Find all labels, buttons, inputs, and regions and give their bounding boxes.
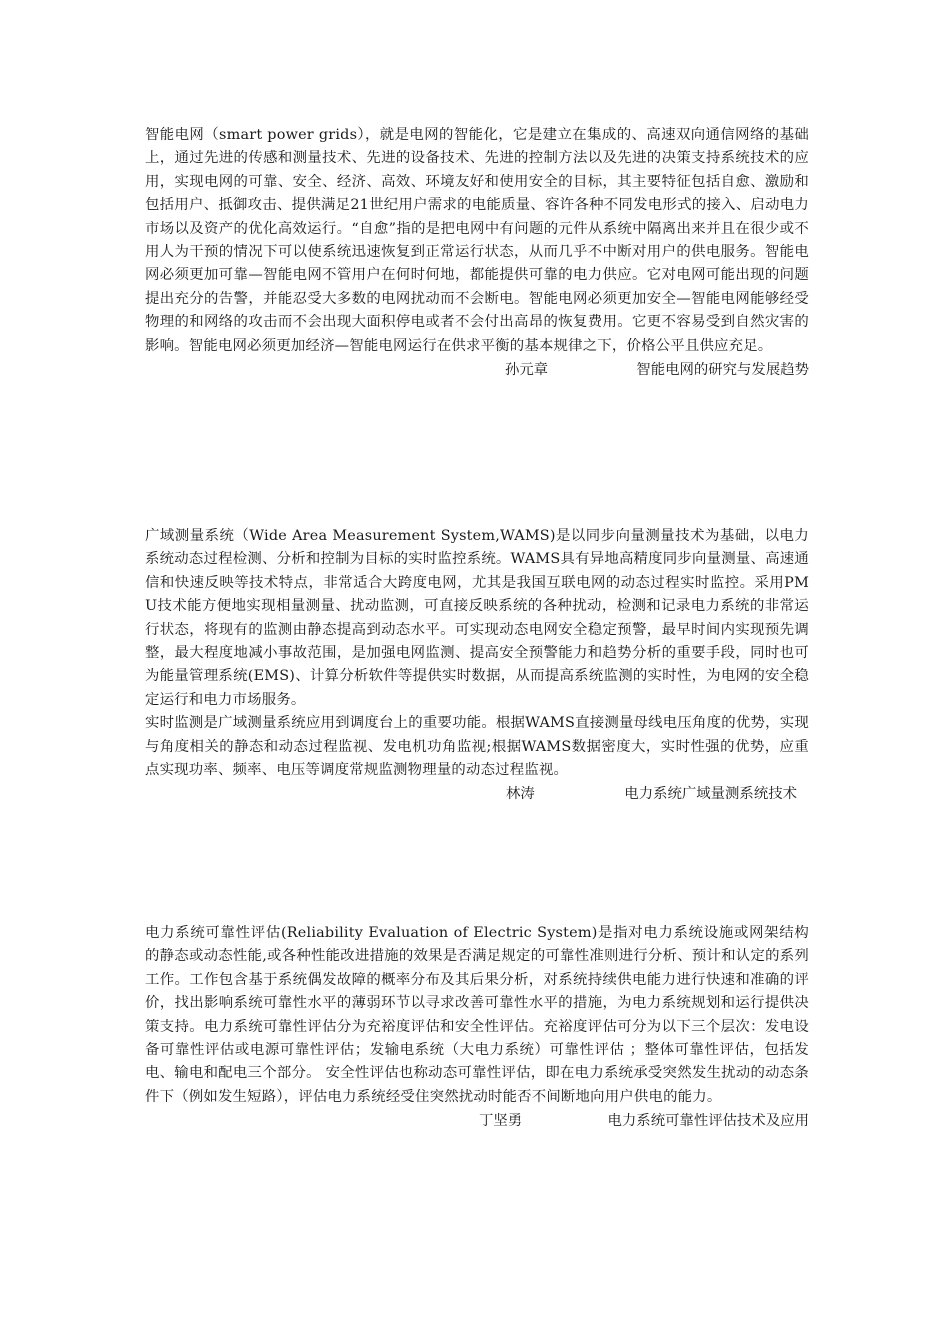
citation: [145, 1109, 809, 1133]
excerpt-smart-grid: [145, 124, 809, 382]
excerpt-reliability: [145, 922, 809, 1133]
citation: [145, 358, 809, 382]
citation-author: 林涛: [506, 786, 535, 803]
citation-author: 丁坚勇: [479, 1113, 523, 1130]
citation-source: 电力系统广域量测系统技术: [624, 786, 797, 803]
excerpt-paragraph: 广域测量系统（Wide Area Measurement System,WAMS)是以同步向量测量技术为基础，以电力系统动态过程检测、分析和控制为目标的实时监控系统。WAMS具有异地高精度同步向量测量、高速通信和快速反映等技术特点，非常适合大跨度电网，尤其是我国互联电网的动态过程实时监控。采用PMU技术能方便地实现相量测量、扰动监测，可直接反映系统的各种扰动，检测和记录电力系统的非常运行状态，将现有的监测由静态提高到动态水平。可实现动态电网安全稳定预警，最早时间内实现预先调整，最大程度地减小事故范围，是加强电网监测、提高安全预警能力和趋势分析的重要手段，同时也可为能量管理系统(EMS)、计算分析软件等提供实时数据，从而提高系统监测的实时性，为电网的安全稳定运行和电力市场服务。: [145, 528, 809, 708]
excerpt-paragraph: 电力系统可靠性评估(Reliability Evaluation of Electric System)是指对电力系统设施或网架结构的静态或动态性能,或各种性能改进措施的效果是否满足规定的可靠性准则进行分析、预计和认定的系列工作。工作包含基于系统偶发故障的概率分布及其后果分析，对系统持续供电能力进行快速和准确的评价，找出影响系统可靠性水平的薄弱环节以寻求改善可靠性水平的措施，为电力系统规划和运行提供决策支持。电力系统可靠性评估分为充裕度评估和安全性评估。充裕度评估可分为以下三个层次：发电设备可靠性评估或电源可靠性评估；发输电系统（大电力系统）可靠性评估 ；整体可靠性评估，包括发电、输电和配电三个部分。 安全性评估也称动态可靠性评估，即在电力系统承受突然发生扰动的动态条件下（例如发生短路），评估电力系统经受住突然扰动时能否不间断地向用户供电的能力。: [145, 925, 809, 1105]
citation-author: 孙元章: [505, 362, 549, 379]
excerpt-paragraph: 智能电网（smart power grids），就是电网的智能化，它是建立在集成的、高速双向通信网络的基础上，通过先进的传感和测量技术、先进的设备技术、先进的控制方法以及先进的决策支持系统技术的应用，实现电网的可靠、安全、经济、高效、环境友好和使用安全的目标，其主要特征包括自愈、激励和包括用户、抵御攻击、提供满足21世纪用户需求的电能质量、容许各种不同发电形式的接入、启动电力市场以及资产的优化高效运行。“自愈”指的是把电网中有问题的元件从系统中隔离出来并且在很少或不用人为干预的情况下可以使系统迅速恢复到正常运行状态，从而几乎不中断对用户的供电服务。智能电网必须更加可靠—智能电网不管用户在何时何地，都能提供可靠的电力供应。它对电网可能出现的问题提出充分的告警，并能忍受大多数的电网扰动而不会断电。智能电网必须更加安全—智能电网能够经受物理的和网络的攻击而不会出现大面积停电或者不会付出高昂的恢复费用。它更不容易受到自然灾害的影响。智能电网必须更加经济—智能电网运行在供求平衡的基本规律之下，价格公平且供应充足。: [145, 127, 809, 354]
citation-source: 电力系统可靠性评估技术及应用: [607, 1113, 809, 1130]
excerpt-paragraph: 实时监测是广域测量系统应用到调度台上的重要功能。根据WAMS直接测量母线电压角度的优势，实现与角度相关的静态和动态过程监视、发电机功角监视;根据WAMS数据密度大，实时性强的优势，应重点实现功率、频率、电压等调度常规监测物理量的动态过程监视。: [145, 715, 809, 779]
citation-source: 智能电网的研究与发展趋势: [636, 362, 809, 379]
citation: [145, 782, 809, 806]
excerpt-wams: [145, 525, 809, 806]
